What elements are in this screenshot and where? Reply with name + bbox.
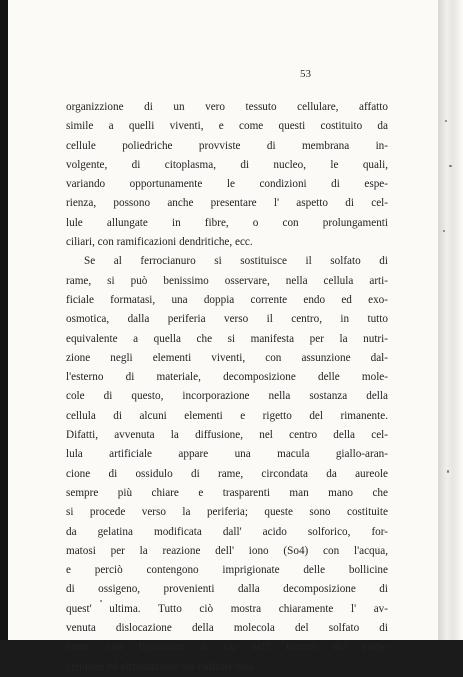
text-line: cellulare ed eliminazione del radicale So4.: [66, 660, 257, 673]
text-line: lula artificiale appare una macula giallo-aran-: [66, 448, 388, 461]
paper-speck: [447, 470, 449, 473]
book-spine-shadow: [0, 0, 8, 640]
text-line: simile a quelli viventi, e come questi costituito da: [66, 120, 388, 133]
text-line: sempre più chiare e trasparenti man mano che: [66, 486, 388, 499]
page-edge-gutter: [438, 0, 463, 640]
text-line: venuta dislocazione della molecola del solfato di: [66, 622, 388, 635]
text-line: lule allungate in fibre, o con prolungamenti: [66, 216, 388, 229]
text-line: osmotica, dalla periferia verso il centro, in tutto: [66, 313, 388, 326]
text-line: cione di ossidulo di rame, circondata da aureole: [66, 467, 388, 480]
text-line: cellula di alcuni elementi e rigetto del rimanente.: [66, 409, 388, 422]
text-line: variando opportunamente le condizioni di espe-: [66, 178, 388, 191]
text-line: e perciò contengono imprigionate delle bollicine: [66, 564, 388, 577]
text-line: equivalente a quella che si manifesta per la nutri-: [66, 332, 388, 345]
text-line: quest' ultima. Tutto ciò mostra chiaramente l' av-: [66, 602, 388, 615]
text-line: da gelatina modificata dall' acido solforico, for-: [66, 525, 388, 538]
paper-speck: [449, 165, 452, 167]
text-line: rienza, possono anche presentare l' aspetto di cel-: [66, 197, 388, 210]
text-line: organizzione di un vero tessuto cellulare, affatto: [66, 101, 388, 113]
text-line: Difatti, avvenuta la diffusione, nel centro della cel-: [66, 429, 388, 442]
text-line: cellule poliedriche provviste di membrana in-: [66, 139, 388, 152]
paper-speck: [443, 230, 445, 232]
text-line: si procede verso la periferia; queste sono costituite: [66, 506, 388, 519]
text-line: di ossigeno, provenienti dalla decomposizione di: [66, 583, 388, 596]
text-line: volgente, di citoplasma, di nucleo, le quali,: [66, 158, 388, 171]
text-line: rame, con fissazione di Cu nell' interno del corpo: [66, 641, 388, 654]
body-text: [66, 98, 388, 677]
text-line: rame, si può benissimo osservare, nella cellula arti-: [66, 274, 388, 287]
page-number: 53: [300, 68, 311, 80]
text-line: l'esterno di materiale, decomposizione delle mole-: [66, 371, 388, 384]
paper-speck: [445, 120, 447, 122]
text-line: ficiale formatasi, una doppia corrente endo ed exo-: [66, 293, 388, 306]
text-line: Se al ferrocianuro si sostituisce il solfato di: [84, 255, 388, 268]
text-line: zione negli elementi viventi, con assunzione dal-: [66, 351, 388, 364]
text-line: matosi per la reazione dell' iono (So4) con l'acqua,: [66, 544, 388, 557]
text-line: cole di questo, incorporazione nella sostanza della: [66, 390, 388, 403]
text-line: ciliari, con ramificazioni dendritiche, ecc.: [66, 236, 253, 249]
